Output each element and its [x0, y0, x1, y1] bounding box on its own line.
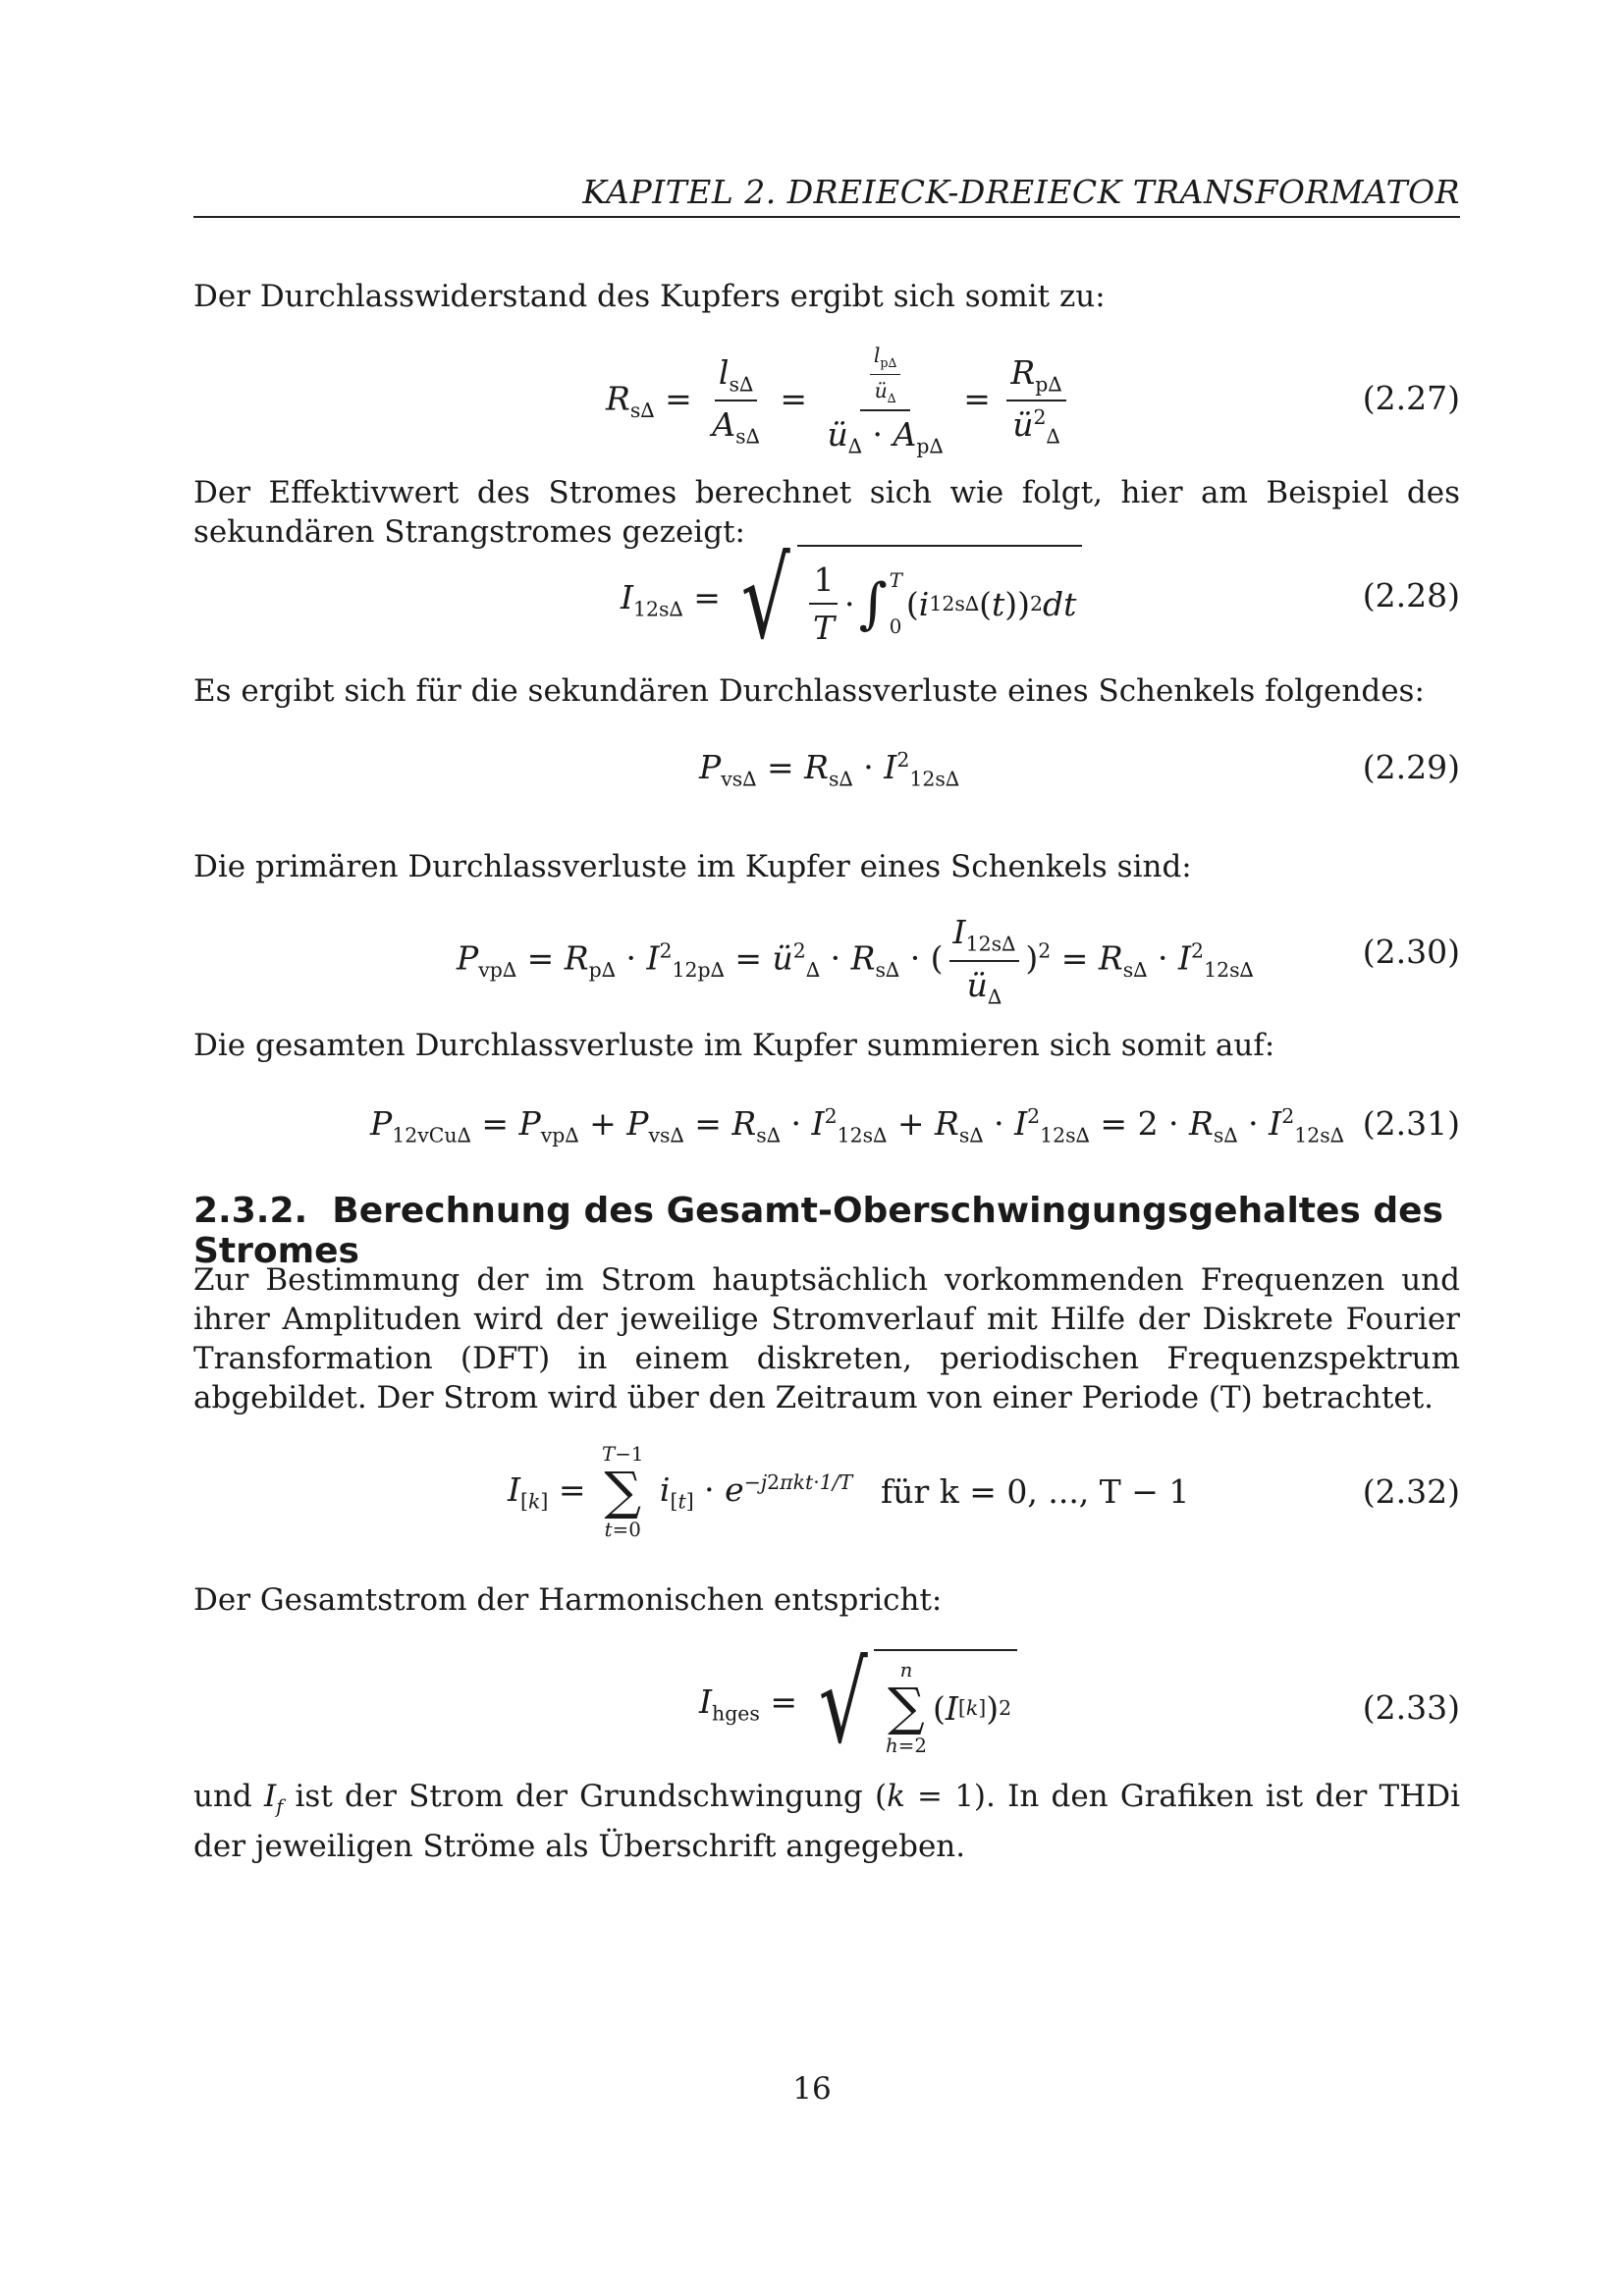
header-rule	[193, 216, 1460, 218]
equation-body: $I_{12s\Delta}$ = √ $\frac{1}{T}$ · ∫ T 0 ( i 12s∆ ( t )) 2 dt	[621, 545, 1082, 655]
equation-2-27	[193, 344, 1460, 458]
equation-number: (2.33)	[1362, 1688, 1460, 1727]
paragraph-3: Es ergibt sich für die sekundären Durchlassverluste eines Schenkels folgendes:	[193, 673, 1425, 709]
paragraph-7: Der Gesamtstrom der Harmonischen entspricht:	[193, 1582, 943, 1618]
current-subscript: f	[276, 1795, 284, 1819]
paragraph-8-end: = 1). In den Grafiken ist der THDi der jeweiligen Ströme als Überschrift angegeben.	[193, 1779, 1460, 1865]
paragraph-5: Die gesamten Durchlassverluste im Kupfer summieren sich somit auf:	[193, 1028, 1275, 1063]
equation-body: $P_{vs\Delta} = R_{s\Delta} \cdot I^2_{12s\Delta}$	[699, 748, 960, 791]
paragraph-4: Die primären Durchlassverluste im Kupfer eines Schenkels sind:	[193, 849, 1192, 884]
paragraph-8	[193, 1777, 1460, 1866]
equation-body: $P_{vp\Delta} = R_{p\Delta} \cdot I^2_{12p\Delta}$ = $ü^2_\Delta \cdot R_{s\Delta}$ · ( $\frac{I_{12s\Delta}}{ü_\Delta}$ )$^2 = R_{s\Delta} \cdot I^2_{12s\Delta}$	[457, 913, 1254, 1009]
equation-number: (2.29)	[1362, 748, 1460, 786]
paragraph-8-middle: ist der Strom der Grundschwingung (	[283, 1779, 888, 1814]
equation-2-31	[193, 1104, 1460, 1153]
paragraph-2: Der Effektivwert des Stromes berechnet sich wie folgt, hier am Beispiel des sekundären Strangstromes gezeigt:	[193, 475, 1460, 550]
equation-body: $I_{[k]}$ = T−1 ∑ t=0 $i_{[t]} \cdot e^{-j2\pi kt\cdot 1/T}$	[508, 1443, 853, 1541]
equation-condition: für k = 0, ..., T − 1	[881, 1472, 1190, 1511]
section-title-text: Berechnung des Gesamt-Oberschwingungsgehaltes des Stromes	[193, 1191, 1443, 1271]
paragraph-8-start: und	[193, 1779, 264, 1814]
equation-body: $I_{hges}$ = √ n ∑ h=2 ( I [k] ) 2	[699, 1649, 1017, 1759]
section-number: 2.3.2.	[193, 1191, 308, 1231]
equation-number: (2.31)	[1362, 1104, 1460, 1143]
equation-body: $R_{s\Delta}$ = $\frac{l_{s\Delta}}{A_{s\Delta}}$ = $\frac{\frac{l_{p\Delta}}{ü_\Delta}}{ü_\Delta \cdot A_{p\Delta}}$ = $\frac{R_{p\Delta}}{ü^2_\Delta}$	[606, 344, 1072, 458]
current-symbol: I	[263, 1779, 277, 1814]
equation-number: (2.32)	[1362, 1472, 1460, 1511]
equation-number: (2.28)	[1362, 576, 1460, 614]
equation-2-28	[193, 536, 1460, 664]
equation-number: (2.27)	[1362, 379, 1460, 417]
running-header: KAPITEL 2. DREIECK-DREIECK TRANSFORMATOR	[582, 173, 1460, 211]
paragraph-1: Der Durchlasswiderstand des Kupfers ergibt sich somit zu:	[193, 279, 1106, 314]
paragraph-6: Zur Bestimmung der im Strom hauptsächlich vorkommenden Frequenzen und ihrer Amplituden wird der jeweilige Stromverlauf mit Hilfe der Diskrete Fourier Transformation (DFT) in einem diskreten, periodischen Frequenzspektrum abgebildet. Der Strom wird über den Zeitraum von einer Periode (T) betrachtet.	[193, 1262, 1460, 1415]
k-symbol: k	[887, 1779, 905, 1814]
equation-body: $P_{12vCu\Delta} = P_{vp\Delta} + P_{vs\Delta} = R_{s\Delta} \cdot I^2_{12s\Delta} + R_{s\Delta} \cdot I^2_{12s\Delta} = 2 \cdot R_{s\Delta} \cdot I^2_{12s\Delta}$	[370, 1104, 1344, 1148]
section-heading	[193, 1191, 1460, 1271]
equation-2-30	[193, 913, 1460, 1011]
equation-2-33	[193, 1640, 1460, 1768]
equation-2-32	[193, 1443, 1460, 1551]
equation-number: (2.30)	[1362, 933, 1460, 971]
page-number: 16	[792, 2071, 832, 2107]
equation-2-29	[193, 748, 1460, 797]
